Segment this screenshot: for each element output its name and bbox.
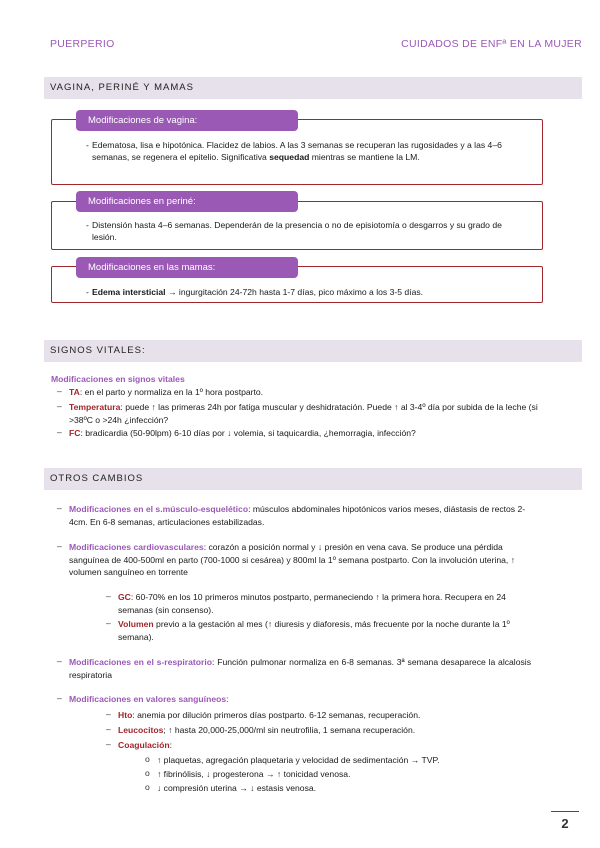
sangre-colon: : bbox=[226, 694, 229, 704]
cardio-item bbox=[69, 541, 529, 579]
coag-label: Coagulación bbox=[118, 740, 170, 750]
section-signos-title: SIGNOS VITALES: bbox=[44, 340, 582, 362]
dash: – bbox=[57, 386, 62, 396]
coag-item-3: ↓ compresión uterina → ↓ estasis venosa. bbox=[157, 783, 317, 793]
temp-label: Temperatura bbox=[69, 402, 121, 412]
fc-text: : bradicardia (50-90lpm) 6-10 días por ↓ volemia, si taquicardia, ¿hemorragia, infección? bbox=[80, 428, 416, 438]
vagina-text-a: Edematosa, lisa e hipotónica. Flacidez de labios. A las 3 semanas se recuperan las rugosidades y a las 4–6 semanas, se regenera el epitelio. Significativa bbox=[92, 140, 502, 162]
mamas-tab: Modificaciones en las mamas: bbox=[76, 257, 298, 278]
temp-text: : puede ↑ las primeras 24h por fatiga muscular y deshidratación. Puede ↑ al 3-4º día por subida de la leche (si >38ºC o >24h ¿infección? bbox=[69, 402, 538, 425]
perine-text bbox=[86, 219, 526, 243]
cardio-text: : corazón a posición normal y ↓ presión en vena cava. Se produce una pérdida sanguínea de 400-500ml en parto (700-1000 si cesárea) y 800ml la 1º semana postparto. Con la involución uterina, ↑ volumen sanguíneo en torrente bbox=[69, 542, 515, 577]
fc-item bbox=[69, 427, 549, 440]
ta-text: : en el parto y normaliza en la 1º hora postparto. bbox=[79, 387, 264, 397]
coag-item bbox=[118, 739, 538, 752]
mamas-text bbox=[86, 286, 526, 298]
dash: – bbox=[106, 618, 111, 628]
resp-label: Modificaciones en el s-respiratorio bbox=[69, 657, 213, 667]
dash: - bbox=[86, 287, 89, 297]
perine-text-body: Distensión hasta 4–6 semanas. Dependerán de la presencia o no de episiotomía o desgarros y su grado de lesión. bbox=[92, 220, 502, 242]
vagina-sequedad: sequedad bbox=[269, 152, 310, 162]
ta-label: TA bbox=[69, 387, 80, 397]
sangre-item bbox=[69, 693, 529, 706]
resp-text: : Función pulmonar normaliza en 6-8 semanas. 3ª semana desaparece la alcalosis respiratoria bbox=[69, 657, 531, 680]
coag-item-1: ↑ plaquetas, agregación plaquetaria y velocidad de sedimentación → TVP. bbox=[157, 755, 440, 765]
musculo-item bbox=[69, 503, 529, 528]
leuco-label: Leucocitos bbox=[118, 725, 164, 735]
dash: – bbox=[57, 693, 62, 703]
musculo-label: Modificaciones en el s.músculo-esquelético bbox=[69, 504, 249, 514]
leuco-item bbox=[118, 724, 538, 737]
fc-label: FC bbox=[69, 428, 81, 438]
mamas-text-b: → ingurgitación 24-72h hasta 1-7 días, pico máximo a los 3-5 días. bbox=[165, 287, 424, 297]
coag-colon: : bbox=[169, 740, 172, 750]
dash: – bbox=[57, 541, 62, 551]
volumen-item bbox=[118, 618, 533, 643]
mamas-edema: Edema intersticial bbox=[92, 287, 166, 297]
circle-bullet: o bbox=[145, 754, 150, 764]
ta-item bbox=[69, 386, 549, 399]
header-left: PUERPERIO bbox=[50, 38, 115, 50]
dash: – bbox=[57, 503, 62, 513]
sangre-label: Modificaciones en valores sanguíneos bbox=[69, 694, 227, 704]
volumen-label: Volumen bbox=[118, 619, 154, 629]
dash: – bbox=[106, 724, 111, 734]
section-vagina-title: VAGINA, PERINÉ Y MAMAS bbox=[44, 77, 582, 99]
dash: – bbox=[106, 591, 111, 601]
gc-item bbox=[118, 591, 533, 616]
vagina-text bbox=[86, 139, 526, 163]
hto-label: Hto bbox=[118, 710, 133, 720]
dash: – bbox=[57, 427, 62, 437]
vagina-text-c: mientras se mantiene la LM. bbox=[309, 152, 420, 162]
resp-item bbox=[69, 656, 531, 681]
leuco-text: ; ↑ hasta 20,000-25,000/ml sin neutrofilia, 1 semana recuperación. bbox=[163, 725, 416, 735]
header-right: CUIDADOS DE ENFª EN LA MUJER bbox=[401, 38, 582, 50]
dash: – bbox=[57, 401, 62, 411]
circle-bullet: o bbox=[145, 782, 150, 792]
signos-subtitle: Modificaciones en signos vitales bbox=[51, 374, 185, 384]
volumen-text: previo a la gestación al mes (↑ diuresis y diaforesis, más frecuente por la noche durante la 1º semana). bbox=[118, 619, 510, 642]
temp-item bbox=[69, 401, 539, 426]
dash: - bbox=[86, 140, 89, 150]
cardio-label: Modificaciones cardiovasculares bbox=[69, 542, 204, 552]
perine-tab: Modificaciones en periné: bbox=[76, 191, 298, 212]
gc-text: : 60-70% en los 10 primeros minutos postparto, permaneciendo ↑ la primera hora. Recupera en 24 semanas (sin consenso). bbox=[118, 592, 506, 615]
gc-label: GC bbox=[118, 592, 131, 602]
dash: – bbox=[57, 656, 62, 666]
dash: – bbox=[106, 709, 111, 719]
page-number: 2 bbox=[551, 811, 579, 834]
section-otros-title: OTROS CAMBIOS bbox=[44, 468, 582, 490]
circle-bullet: o bbox=[145, 768, 150, 778]
dash: – bbox=[106, 739, 111, 749]
vagina-tab: Modificaciones de vagina: bbox=[76, 110, 298, 131]
coag-item-2: ↑ fibrinólisis, ↓ progesterona → ↑ tonicidad venosa. bbox=[157, 769, 351, 779]
dash: - bbox=[86, 220, 89, 230]
hto-text: : anemia por dilución primeros días postparto. 6-12 semanas, recuperación. bbox=[132, 710, 421, 720]
musculo-text: : músculos abdominales hipotónicos varios meses, diástasis de rectos 2-4cm. En 6-8 semanas, articulaciones estabilizadas. bbox=[69, 504, 526, 527]
hto-item bbox=[118, 709, 538, 722]
